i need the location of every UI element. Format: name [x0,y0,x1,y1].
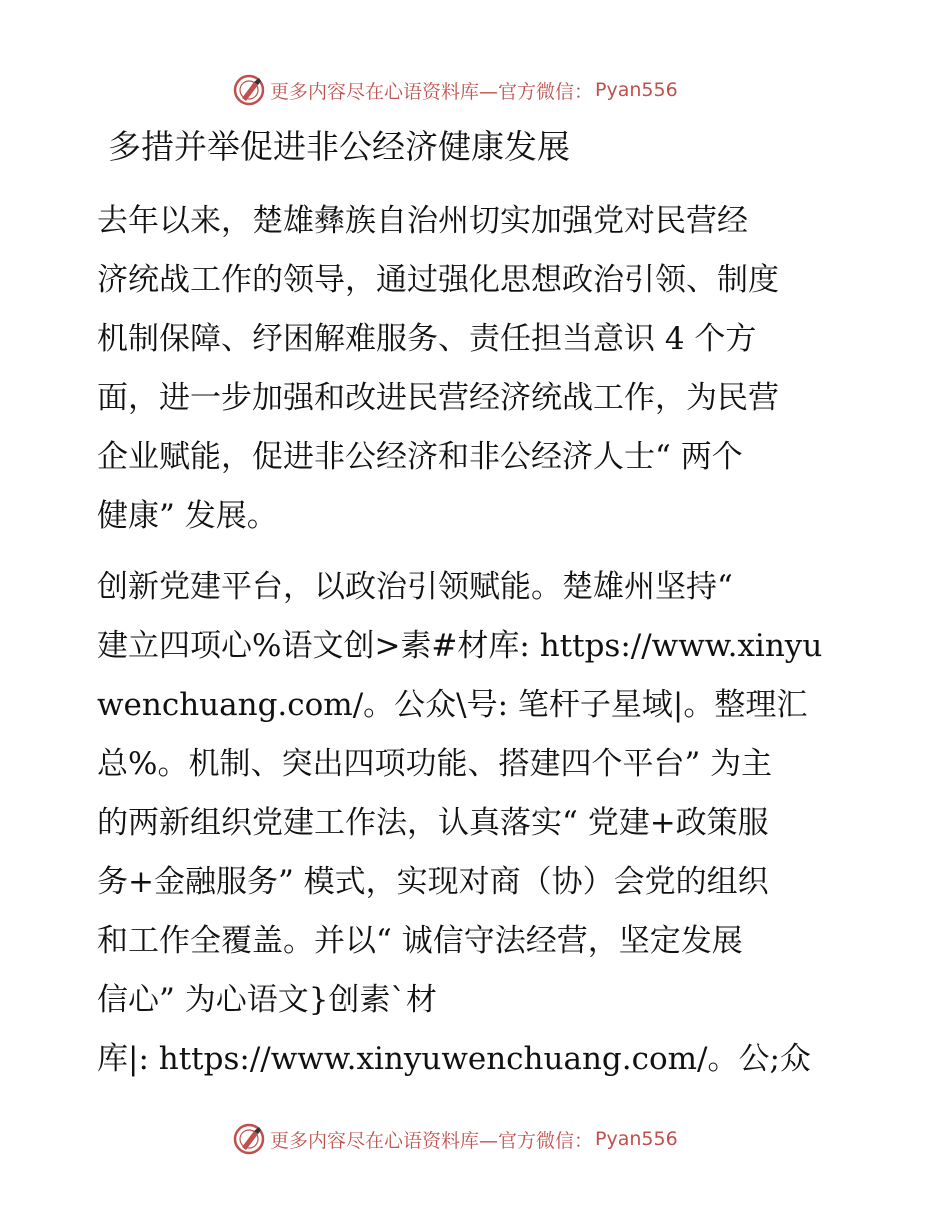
banner-wechat-id: Pyan556 [595,1128,678,1150]
footer-watermark-banner [232,1119,678,1159]
pen-nib-circle-icon [232,1122,266,1156]
document-title: 多措并举促进非公经济健康发展 [108,127,570,166]
text-line: 创新党建平台，以政治引领赋能。楚雄州坚持“ [97,569,733,605]
header-watermark-banner [232,70,678,110]
text-line: 去年以来，楚雄彝族自治州切实加强党对民营经 [97,203,748,239]
paragraph-1 [97,192,857,546]
text-line: 总%。机制、突出四项功能、搭建四个平台” 为主 [97,746,773,782]
pen-nib-circle-icon [232,73,266,107]
text-line: 务+金融服务” 模式，实现对商（协）会党的组织 [97,864,769,900]
text-line: 面，进一步加强和改进民营经济统战工作，为民营 [97,380,779,416]
text-line: wenchuang.com/。公众\号: 笔杆子星域|。整理汇 [97,687,808,723]
text-line: 建立四项心%语文创>素#材库: https://www.xinyu [97,628,823,664]
paragraph-2 [97,558,857,1089]
banner-text: 更多内容尽在心语资料库—官方微信： [270,80,594,103]
text-line: 的两新组织党建工作法，认真落实“ 党建+政策服 [97,805,769,841]
text-line: 企业赋能，促进非公经济和非公经济人士“ 两个 [97,439,743,475]
banner-text: 更多内容尽在心语资料库—官方微信： [270,1129,594,1152]
text-line: 和工作全覆盖。并以“ 诚信守法经营，坚定发展 [97,923,743,959]
banner-wechat-id: Pyan556 [595,79,678,101]
text-line: 健康” 发展。 [97,498,278,534]
text-line: 机制保障、纾困解难服务、责任担当意识 4 个方 [97,321,757,357]
text-line: 济统战工作的领导，通过强化思想政治引领、制度 [97,262,779,298]
text-line: 信心” 为心语文}创素`材 [97,982,437,1018]
text-line: 库|: https://www.xinyuwenchuang.com/。公;众 [97,1041,811,1077]
